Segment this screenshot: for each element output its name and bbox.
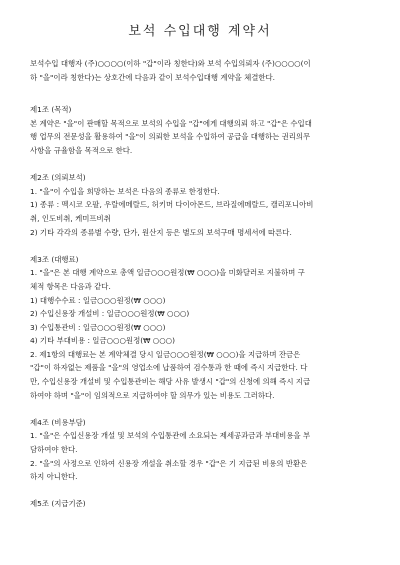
article-line: 2) 수입신용장 개설비 : 일금○○○원정(₩ ○○○) [30,309,190,319]
article-line: 1. "을"이 수입을 희망하는 보석은 다음의 종류로 한정한다. [30,186,220,196]
article-line: 담하여야 한다. [30,445,78,455]
article-line: "갑"이 하자없는 제품을 "을"의 영업소에 납품하여 검수통과 한 때에 즉시 지급한다. 다 [30,363,308,373]
article-line: 2) 기타 각각의 종류별 수량, 단가, 원산지 등은 별도의 보석구매 명세서에 따른다. [30,227,292,237]
article-line: 2. "을"의 사정으로 인하여 신용장 개설을 취소할 경우 "갑"은 기 지급된 비용의 반환은 [30,458,308,468]
article-3-heading: 제3조 (대행료) [30,254,79,264]
article-line: 행 업무의 전문성을 활용하여 "을"이 의뢰한 보석을 수입하여 공급을 대행하는 권리의무 [30,132,311,142]
article-line: 1) 대행수수료 : 일금○○○원정(₩ ○○○) [30,295,166,305]
article-2-heading: 제2조 (의뢰보석) [30,173,86,183]
article-line: 1. "을"은 수입신용장 개설 및 보석의 수입통관에 소요되는 제세공과금과 부대비용을 부 [30,431,311,441]
article-line: 3) 수입통관비 : 일금○○○원정(₩ ○○○) [30,322,166,332]
article-line: 체적 항목은 다음과 같다. [30,281,111,291]
article-1-heading: 제1조 (목적) [30,105,72,115]
article-4-heading: 제4조 (비용부담) [30,417,86,427]
document-body [30,57,375,511]
article-2-body [30,185,375,239]
article-line: 사항을 규율함을 목적으로 한다. [30,145,133,155]
article-line: 만, 수입신용장 개설비 및 수입통관비는 해당 사유 발생시 "갑"의 신청에 의해 즉시 지급 [30,377,311,387]
article-4-body [30,429,375,483]
article-line: 1. "을"은 본 대행 계약으로 총액 일금○○○원정(₩ ○○○)을 미화달러로 지불하며 구 [30,268,305,278]
article-line: 취, 인도비취, 케미프비취 [30,213,111,223]
article-3-body [30,266,375,402]
article-5-heading: 제5조 (지급기준) [30,499,86,509]
article-line: 본 계약은 "을"이 판매할 목적으로 보석의 수입을 "갑"에게 대행의뢰 하고 "갑"은 수입대 [30,118,312,128]
article-line: 4) 기타 부대비용 : 일금○○○원정(₩ ○○○) [30,336,175,346]
article-line: 하여야 하며 "을"이 임의적으로 지급하여야 할 의무가 있는 비용도 그러하다. [30,390,275,400]
intro-line: 하 "을"이라 칭한다)는 상호간에 다음과 같이 보석수입대행 계약을 체결한다. [30,72,276,82]
article-line: 1) 종류 : 멕시코 오팔, 우랄에메랄드, 허키머 다이아몬드, 브라질에메랄드, 캘리포니아비 [30,200,314,210]
article-line: 하지 아니한다. [30,472,78,482]
intro-line: 보석수입 대행자 (주)○○○○(이하 "갑"이라 칭한다)와 보석 수입의뢰자 (주)○○○○(이 [30,59,311,68]
intro-paragraph [30,57,375,84]
article-1-body [30,117,375,158]
article-line: 2. 제1항의 대행료는 본 계약체결 당시 일금○○○원정(₩ ○○○)을 지급하며 잔금은 [30,349,301,359]
document-title: 보석 수입대행 계약서 [128,24,272,39]
